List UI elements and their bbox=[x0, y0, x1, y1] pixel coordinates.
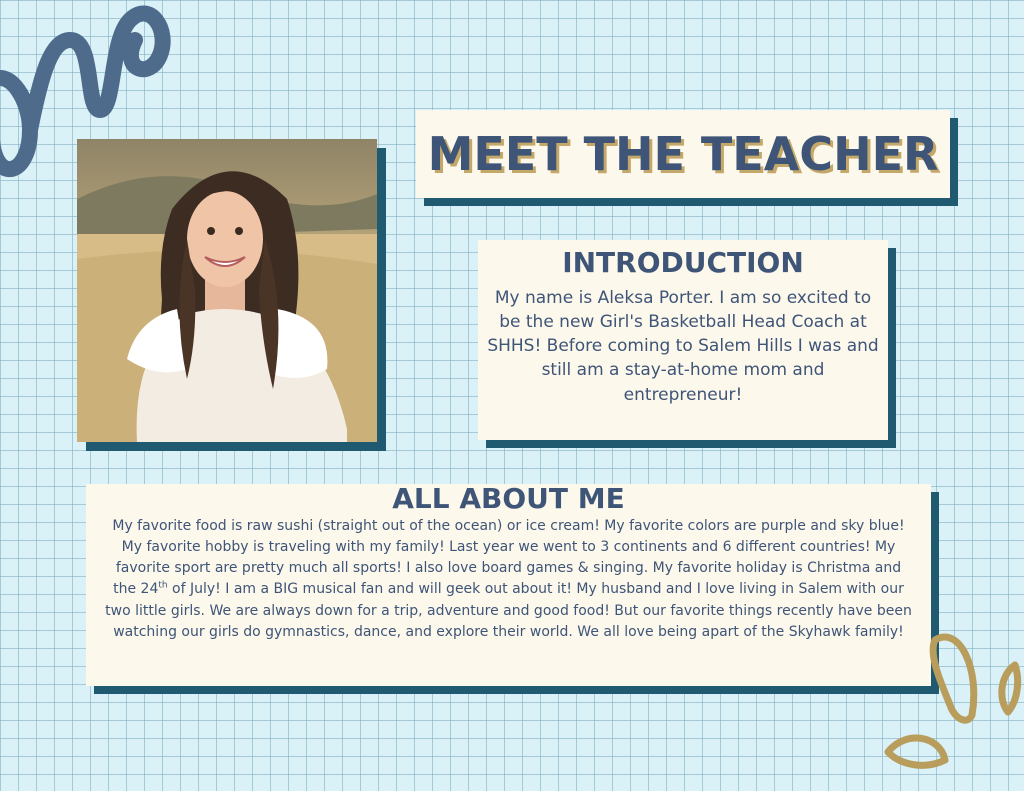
introduction-card bbox=[478, 240, 888, 440]
about-me-card bbox=[86, 484, 931, 686]
superscript-th: th bbox=[158, 580, 168, 591]
teacher-photo bbox=[77, 139, 377, 442]
page-title: MEET THE TEACHER bbox=[427, 127, 939, 181]
title-card bbox=[416, 110, 950, 198]
introduction-heading: INTRODUCTION bbox=[562, 246, 804, 279]
about-me-heading: ALL ABOUT ME bbox=[392, 482, 625, 515]
introduction-text: My name is Aleksa Porter. I am so excited to be the new Girl's Basketball Head Coach at SHHS! Before coming to Salem Hills I was and still am a stay-at-home mom and entrepreneur! bbox=[487, 287, 879, 405]
about-me-text bbox=[104, 516, 913, 644]
about-me-text-part2: of July! I am a BIG musical fan and will geek out about it! My husband and I love living in Salem with our two little girls. We are always down for a trip, adventure and good food! But our favorite things recently have been watching our girls do gymnastics, dance, and explore their world. We all love being apart of the Skyhawk family! bbox=[105, 581, 912, 640]
teacher-portrait-photo bbox=[77, 139, 377, 442]
about-me-text-part1: My favorite food is raw sushi (straight out of the ocean) or ice cream! My favorite colors are purple and sky blue! My favorite hobby is traveling with my family! Last year we went to 3 continents and 6 different countries! My favorite sport are pretty much all sports! I also love board games & singing. My favorite holiday is Christma and the 24 bbox=[112, 517, 905, 598]
leaf-doodle-icon bbox=[880, 630, 1024, 791]
